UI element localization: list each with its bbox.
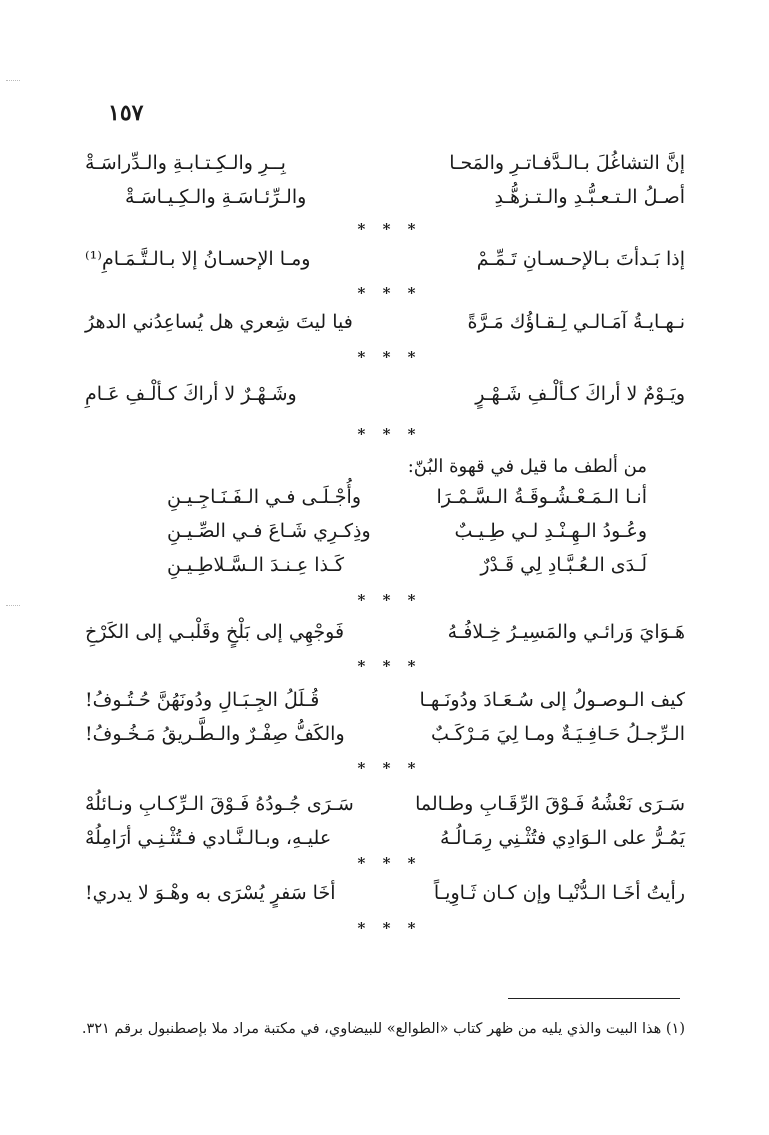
verse-hemistich-first: إنَّ التشاغُلَ بـالـدَّفـاتـرِ والمَحـا — [449, 152, 685, 174]
verse-hemistich-second: فيا ليتَ شِعري هل يُساعِدُني الدهرُ — [85, 311, 353, 333]
verse-line — [85, 876, 685, 910]
verse-hemistich-second: وذِكـرِي شَـاعَ فـي الصِّـيـنِ — [167, 520, 371, 542]
verse-line — [85, 787, 685, 821]
section-separator: * * * — [357, 854, 422, 872]
verse-line — [85, 146, 685, 180]
verse-line — [85, 821, 685, 855]
verse-hemistich-first: لَـدَى الـعُـبَّـادِ لِي قَـدْرٌ — [480, 554, 647, 576]
section-separator: * * * — [357, 657, 422, 675]
verse-line — [85, 242, 685, 276]
footnote: (١) هذا البيت والذي يليه من ظهر كتاب «الطوالع» للبيضاوي، في مكتبة مراد ملا بإصطنبول برقم ٣٢١. — [81, 1021, 685, 1037]
verse-hemistich-second: أخَا سَفرٍ يُسْرَى به وهْـوَ لا يدري! — [85, 882, 336, 904]
verse-hemistich-first: وعُـودُ الـهِـنْـدِ لـي طِـيـبٌ — [454, 520, 647, 542]
verse-hemistich-second: سَـرَى جُـودُهُ فَـوْقَ الـرِّكـابِ ونـائلُهْ — [85, 793, 354, 815]
verse-hemistich-first: نـهـايـةُ آمَـالـي لِـقـاؤُك مَـرَّةً — [467, 311, 685, 333]
verse-hemistich-first: سَـرَى نَعْشُهُ فَـوْقَ الرِّقَـابِ وطـالما — [415, 793, 685, 815]
verse-hemistich-first: أصـلُ الـتـعـبُّـدِ والـتـزهُّـدِ — [494, 186, 685, 208]
section-separator: * * * — [357, 425, 422, 443]
verse-hemistich-second: ومـا الإحسـانُ إلا بـالـتَّـمَـامِ⁽¹⁾ — [85, 248, 311, 270]
verse-hemistich-first: الـرِّجـلُ حَـافِـيَـةٌ ومـا لِيَ مَـرْكَـبٌ — [430, 723, 685, 745]
verse-line — [85, 615, 685, 649]
verse-hemistich-second: قُـلَلُ الجِـبَـالِ ودُونَهُنَّ حُـتُـوفُ! — [85, 689, 320, 711]
verse-hemistich-first: إذا بَـدأتَ بـالإحـسـانِ تَـمِّـمْ — [476, 248, 685, 270]
verse-hemistich-second: والكَفُّ صِفْـرٌ والـطَّـريقُ مَـخُـوفُ! — [85, 723, 345, 745]
verse-hemistich-first: يَمُـرُّ على الـوَادِي فتُثْـنِي رِمَـالُـهُ — [440, 827, 685, 849]
verse-line — [85, 377, 685, 411]
verse-hemistich-second: عليـهِ، وبـالـنَّـادي فـتُثْـنِـي أرَامِلُهْ — [85, 827, 332, 849]
verse-hemistich-first: أنـا الـمَـعْـشُـوقَـةُ الـسَّـمْـرَا — [436, 486, 647, 508]
verse-hemistich-second: وأُجْـلَـى فـي الـفَـنَـاجِـيـنِ — [167, 486, 361, 508]
verse-hemistich-second: وشَـهْـرٌ لا أراكَ كـألْـفِ عَـامِ — [85, 383, 297, 405]
verse-hemistich-first: رأيتُ أخَـا الـدُّنْيـا وإن كـان ثَـاوِيـاً — [433, 882, 685, 904]
section-separator: * * * — [357, 348, 422, 366]
verse-hemistich-first: ويَـوْمٌ لا أراكَ كـألْـفِ شَـهْـرٍ — [475, 383, 685, 405]
section-separator: * * * — [357, 220, 422, 238]
verse-hemistich-first: كيف الـوصـولُ إلى سُـعَـادَ ودُونَـهـا — [419, 689, 685, 711]
verse-line — [85, 180, 685, 214]
section-separator: * * * — [357, 284, 422, 302]
page-number: ١٥٧ — [108, 100, 144, 126]
verse-hemistich-second: فَوجْهِي إلى بَلْخٍ وقَلْبـي إلى الكَرْخِ — [85, 621, 345, 643]
footnote-divider — [508, 998, 680, 999]
section-separator: * * * — [357, 919, 422, 937]
verse-line — [85, 305, 685, 339]
verse-line — [85, 717, 685, 751]
section-separator: * * * — [357, 591, 422, 609]
verse-hemistich-second: كَـذا عِـنـدَ الـسَّـلاطِـيـنِ — [167, 554, 345, 576]
verse-hemistich-first: هَـوَايَ وَرائـي والمَسِيـرُ خِـلافُـهُ — [447, 621, 685, 643]
verse-line — [167, 514, 647, 548]
verse-hemistich-second: بِــرِ والـكِـتـابـةِ والـدِّراسَـةْ — [85, 152, 286, 174]
coffee-intro: من ألطف ما قيل في قهوة البُنّ: — [407, 456, 647, 477]
verse-line — [167, 480, 647, 514]
scan-edge-mark — [6, 80, 20, 81]
verse-hemistich-second: والـرِّئـاسَـةِ والـكِـيـاسَـةْ — [125, 186, 307, 208]
section-separator: * * * — [357, 759, 422, 777]
verse-line — [85, 683, 685, 717]
verse-line — [167, 548, 647, 582]
